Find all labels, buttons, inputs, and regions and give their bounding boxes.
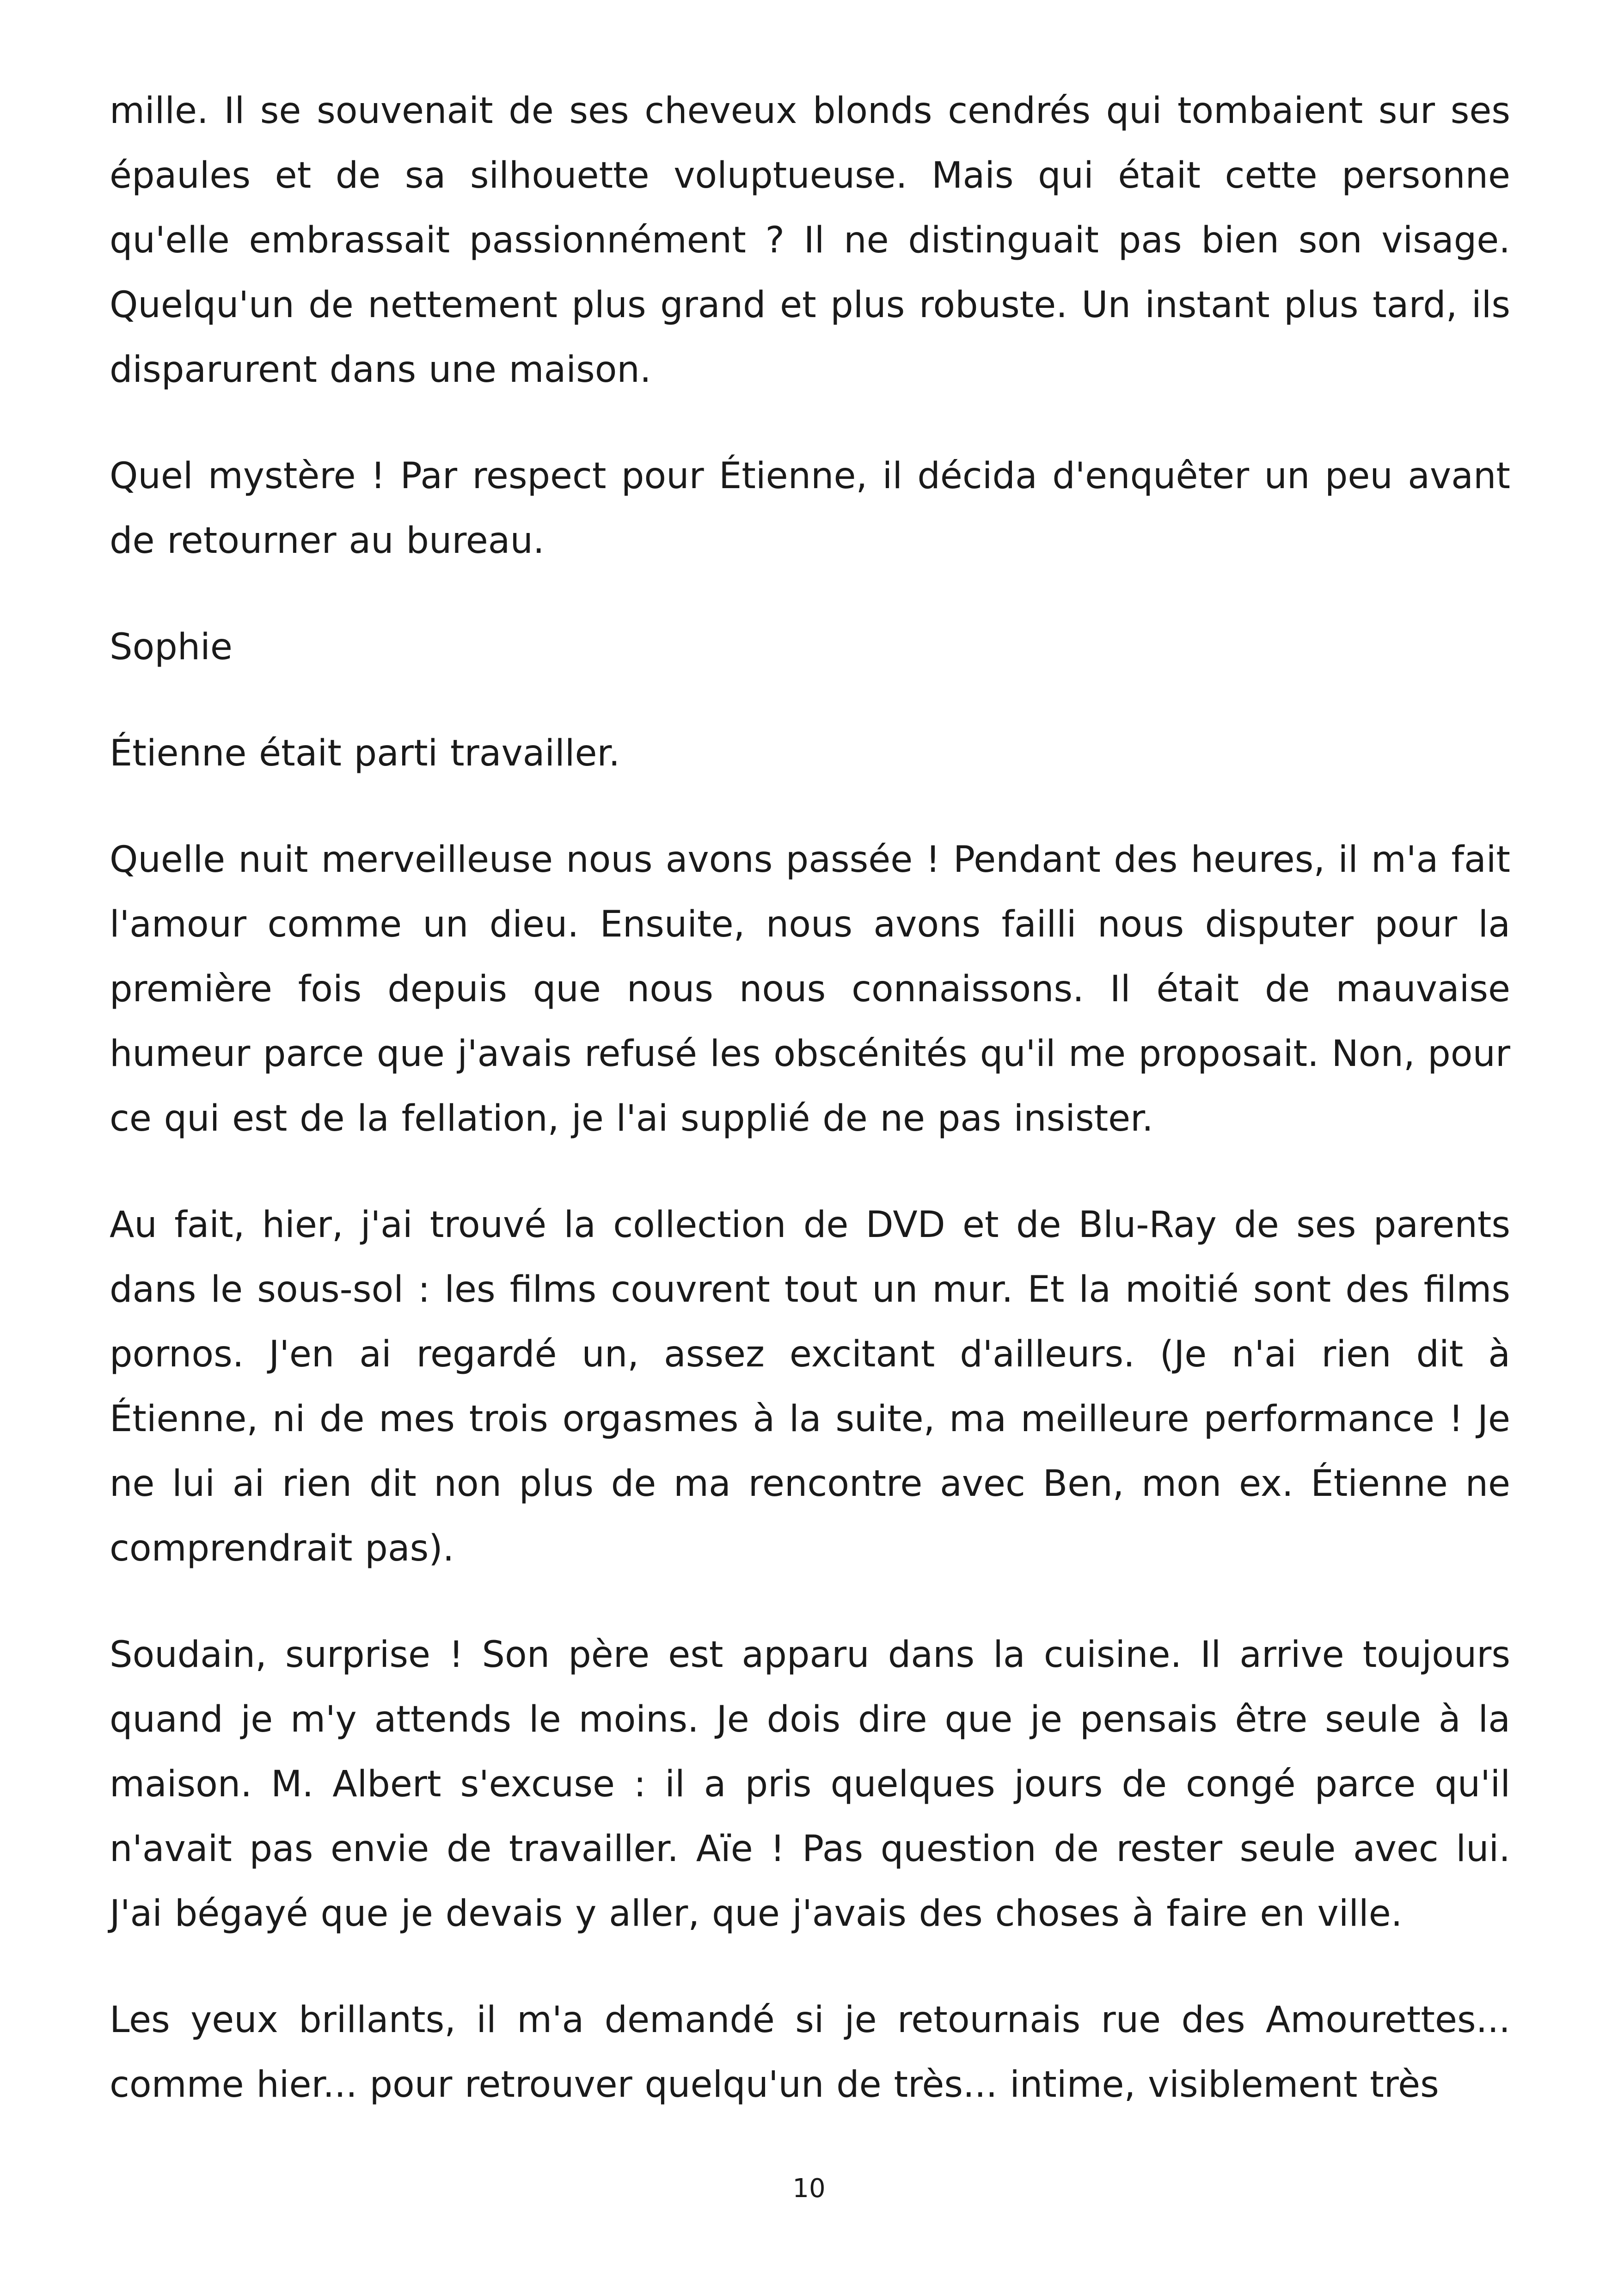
- paragraph-7: Les yeux brillants, il m'a demandé si je retournais rue des Amourettes... comme hier... pour retrouver quelqu'un de très... intime, visiblement très: [110, 1999, 1510, 2106]
- paragraph-5: Au fait, hier, j'ai trouvé la collection de DVD et de Blu-Ray de ses parents dans le sous-sol : les films couvrent tout un mur. Et la moitié sont des films pornos. J'en ai regardé un, assez excitant d'ailleurs. (Je n'ai rien dit à Étienne, ni de mes trois orgasmes à la suite, ma meilleure performance ! Je ne lui ai rien dit non plus de ma rencontre avec Ben, mon ex. Étienne ne comprendrait pas).: [110, 1204, 1510, 1569]
- paragraph-2: Quel mystère ! Par respect pour Étienne, il décida d'enquêter un peu avant de retourner au bureau.: [110, 455, 1510, 562]
- page-number: 10: [792, 2174, 826, 2204]
- paragraph-3: Étienne était parti travailler.: [110, 733, 620, 774]
- paragraph-1: mille. Il se souvenait de ses cheveux blonds cendrés qui tombaient sur ses épaules et de sa silhouette voluptueuse. Mais qui était cette personne qu'elle embrassait passionnément ? Il ne distinguait pas bien son visage. Quelqu'un de nettement plus grand et plus robuste. Un instant plus tard, ils disparurent dans une maison.: [110, 90, 1510, 391]
- paragraph-4: Quelle nuit merveilleuse nous avons passée ! Pendant des heures, il m'a fait l'amour comme un dieu. Ensuite, nous avons failli nous disputer pour la première fois depuis que nous nous connaissons. Il était de mauvaise humeur parce que j'avais refusé les obscénités qu'il me proposait. Non, pour ce qui est de la fellation, je l'ai supplié de ne pas insister.: [110, 839, 1510, 1139]
- body-text: [110, 79, 1510, 2159]
- paragraph-6: Soudain, surprise ! Son père est apparu dans la cuisine. Il arrive toujours quand je m'y attends le moins. Je dois dire que je pensais être seule à la maison. M. Albert s'excuse : il a pris quelques jours de congé parce qu'il n'avait pas envie de travailler. Aïe ! Pas question de rester seule avec lui. J'ai bégayé que je devais y aller, que j'avais des choses à faire en ville.: [110, 1634, 1510, 1935]
- section-heading-sophie: Sophie: [110, 626, 233, 668]
